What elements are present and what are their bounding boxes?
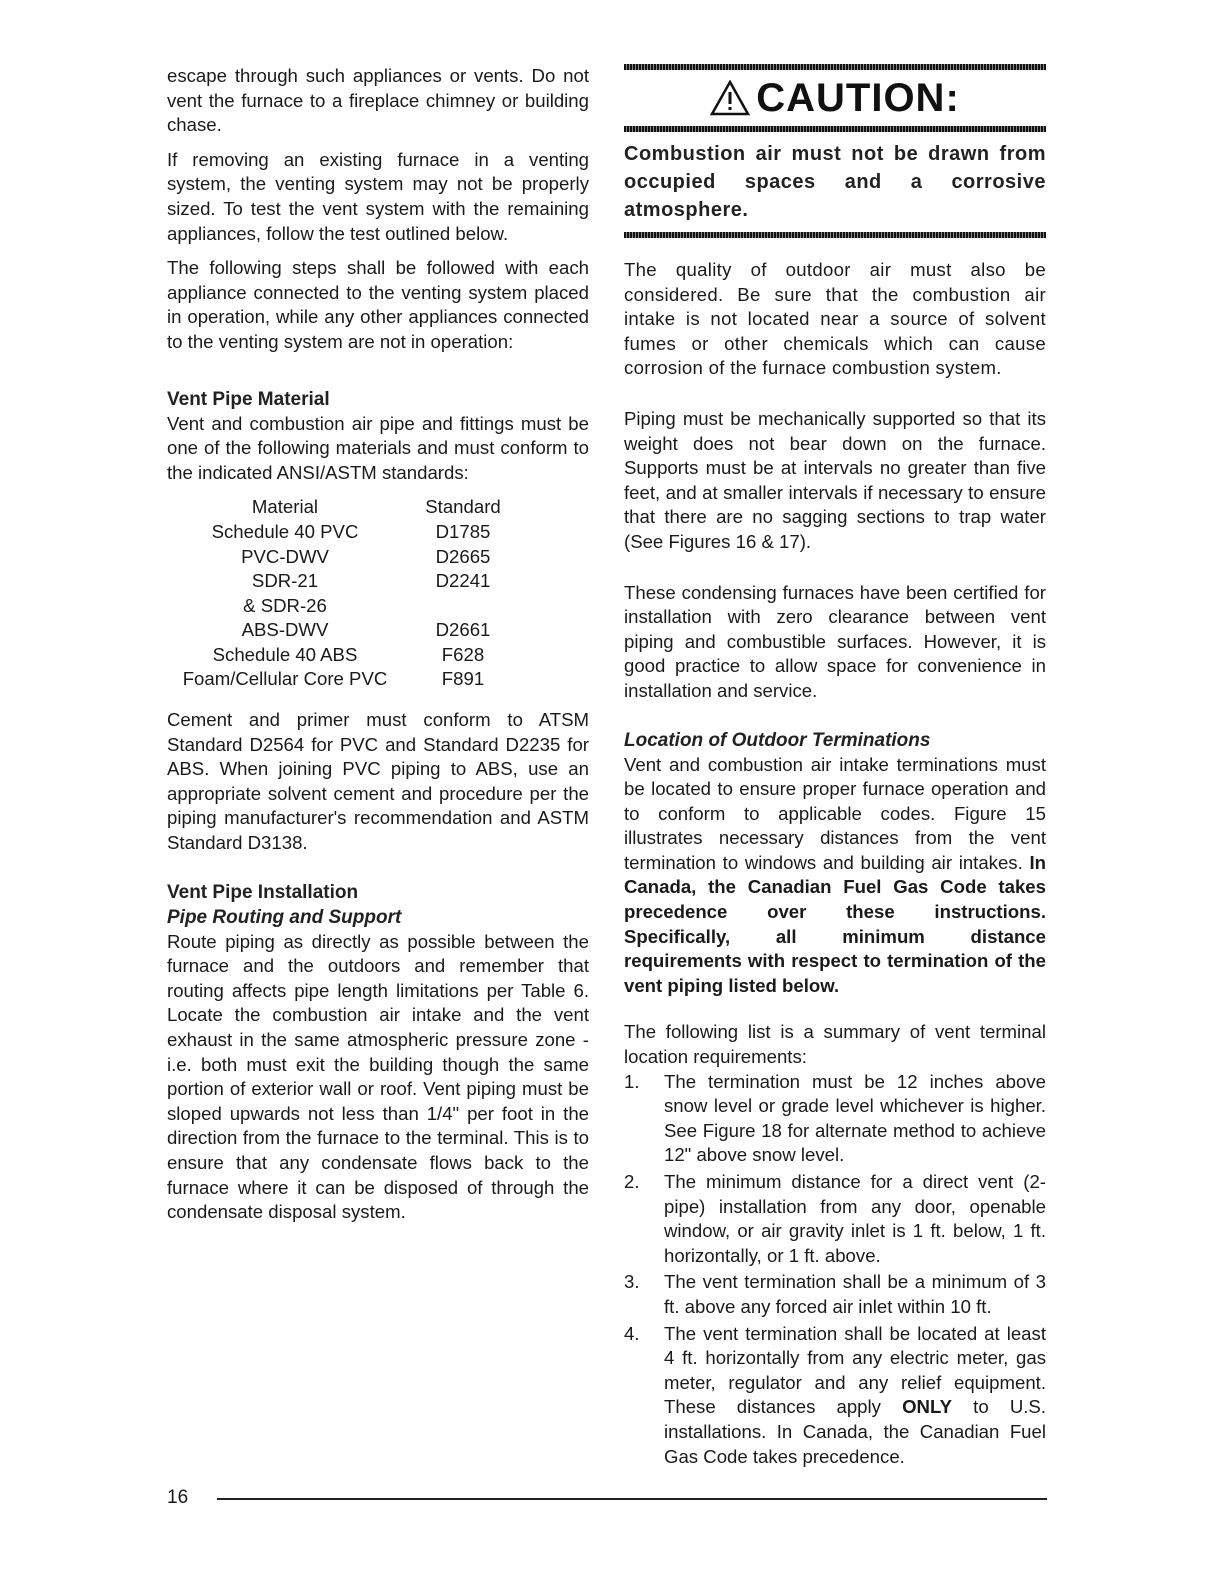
table-row xyxy=(167,594,523,619)
page-footer xyxy=(167,1487,1047,1511)
material-cell: PVC-DWV xyxy=(241,545,329,567)
standard-cell: F891 xyxy=(441,668,485,690)
header-material: Material xyxy=(251,496,319,518)
material-cell: Schedule 40 PVC xyxy=(211,520,359,542)
standard-cell: D1785 xyxy=(435,520,491,542)
header-standard: Standard xyxy=(425,496,501,518)
list-text: The vent termination shall be a minimum of 3 ft. above any forced air inlet within 10 ft. xyxy=(664,1271,1046,1317)
paragraph-following-steps: The following steps shall be followed with each appliance connected to the venting system placed in operation, while any other appliances connected to the venting system are not in operation: xyxy=(167,257,589,352)
footer-rule xyxy=(217,1498,1047,1500)
paragraph-terminations xyxy=(624,753,1046,999)
standard-cell: F628 xyxy=(441,643,485,665)
list-number: 1. xyxy=(624,1070,640,1092)
material-cell: Foam/Cellular Core PVC xyxy=(182,668,388,690)
standard-cell: D2661 xyxy=(435,619,491,641)
table-row xyxy=(167,618,523,643)
material-cell: ABS-DWV xyxy=(241,619,329,641)
standard-cell xyxy=(403,594,523,619)
termination-requirements-list xyxy=(624,1070,1046,1470)
standard-cell: D2665 xyxy=(435,545,491,567)
table-row xyxy=(167,569,523,594)
heading-location-outdoor-terminations: Location of Outdoor Terminations xyxy=(624,729,931,751)
material-cell: Schedule 40 ABS xyxy=(212,643,358,665)
paragraph-cement-primer: Cement and primer must conform to ATSM Standard D2564 for PVC and Standard D2235 for ABS. When joining PVC piping to ABS, use an appropriate solvent cement and procedure per the piping manufacturer's recommendation and ASTM Standard D3138. xyxy=(167,709,589,854)
left-column xyxy=(167,64,589,1225)
caution-bottom-rule xyxy=(624,232,1046,238)
caution-mid-rule xyxy=(624,126,1046,132)
list-number: 4. xyxy=(624,1322,640,1344)
table-row xyxy=(167,667,523,692)
list-item xyxy=(624,1270,1046,1319)
caution-label: CAUTION: xyxy=(756,76,960,120)
table-row xyxy=(167,545,523,570)
paragraph-vent-materials: Vent and combustion air pipe and fittings must be one of the following materials and must conform to the indicated ANSI/ASTM standards: xyxy=(167,412,589,483)
caution-box xyxy=(624,64,1046,238)
heading-vent-pipe-installation: Vent Pipe Installation xyxy=(167,881,359,903)
right-column xyxy=(624,64,1046,1471)
list-number: 3. xyxy=(624,1271,640,1293)
page-number: 16 xyxy=(167,1487,189,1508)
list-number: 2. xyxy=(624,1171,640,1192)
paragraph-piping-support: Piping must be mechanically supported so that its weight does not bear down on the furnace. Supports must be at intervals no greater than five feet, and at smaller intervals if necessary to ensure that there are no sagging sections to trap water (See Figures 16 & 17). xyxy=(624,407,1046,552)
table-row xyxy=(167,643,523,668)
paragraph-condensing-furnaces: These condensing furnaces have been certified for installation with zero clearance between vent piping and combustible surfaces. However, it is good practice to allow space for convenience in installation and service. xyxy=(624,581,1046,701)
standard-cell: D2241 xyxy=(435,570,491,592)
caution-title xyxy=(624,70,1046,126)
caution-text: Combustion air must not be drawn from occupied spaces and a corrosive atmosphere. xyxy=(624,143,1046,221)
heading-vent-pipe-material: Vent Pipe Material xyxy=(167,388,330,410)
material-cell: SDR-21 xyxy=(251,570,319,592)
paragraph-route-piping: Route piping as directly as possible between the furnace and the outdoors and remember that routing affects pipe length limitations per Table 6. Locate the combustion air intake and the vent exhaust in the same atmospheric pressure zone - i.e. both must exit the building though the same portion of exterior wall or roof. Vent piping must be sloped upwards not less than 1/4" per foot in the direction from the furnace to the terminal. This is to ensure that any condensate flows back to the furnace where it can be disposed of through the condensate disposal system. xyxy=(167,930,589,1223)
materials-table-header xyxy=(167,495,523,520)
terminations-text: Vent and combustion air intake terminations must be located to ensure proper furnace operation and to conform to applicable codes. Figure 15 illustrates necessary distances from the vent termination to windows and building air intakes. xyxy=(624,753,1046,873)
list-text-a: The vent termination shall be located at least 4 ft. horizontally from any electric meter, gas meter, regulator and any relief equipment. These distances apply xyxy=(664,1322,1046,1418)
paragraph-removing-furnace: If removing an existing furnace in a venting system, the venting system may not be properly sized. To test the vent system with the remaining appliances, follow the test outlined below. xyxy=(167,148,589,244)
warning-triangle-icon xyxy=(710,80,750,116)
list-item xyxy=(624,1322,1046,1470)
paragraph-outdoor-air-quality: The quality of outdoor air must also be considered. Be sure that the combustion air intake is not located near a source of solvent fumes or other chemicals which can cause corrosion of the furnace combustion system. xyxy=(624,259,1046,379)
paragraph-escape: escape through such appliances or vents. Do not vent the furnace to a fireplace chimney or building chase. xyxy=(167,65,589,136)
list-item xyxy=(624,1170,1046,1268)
table-row xyxy=(167,520,523,545)
list-text-b: to U.S. installations. In Canada, the Canadian Fuel Gas Code takes precedence. xyxy=(664,1396,1046,1467)
list-text-bold: ONLY xyxy=(902,1396,953,1418)
paragraph-list-summary: The following list is a summary of vent terminal location requirements: xyxy=(624,1021,1046,1068)
list-text: The minimum distance for a direct vent (2-pipe) installation from any door, openable window, or air gravity inlet is 1 ft. below, 1 ft. horizontally, or 1 ft. above. xyxy=(664,1171,1046,1266)
canada-code-text: In Canada, the Canadian Fuel Gas Code takes precedence over these instructions. Specifically, all minimum distance requirements with respect to termination of the vent piping listed below. xyxy=(624,851,1046,996)
heading-pipe-routing: Pipe Routing and Support xyxy=(167,906,402,928)
material-cell: & SDR-26 xyxy=(243,594,327,616)
list-item xyxy=(624,1070,1046,1168)
materials-table xyxy=(167,495,523,692)
list-text: The termination must be 12 inches above snow level or grade level whichever is higher. See Figure 18 for alternate method to achieve 12" above snow level. xyxy=(664,1070,1046,1166)
